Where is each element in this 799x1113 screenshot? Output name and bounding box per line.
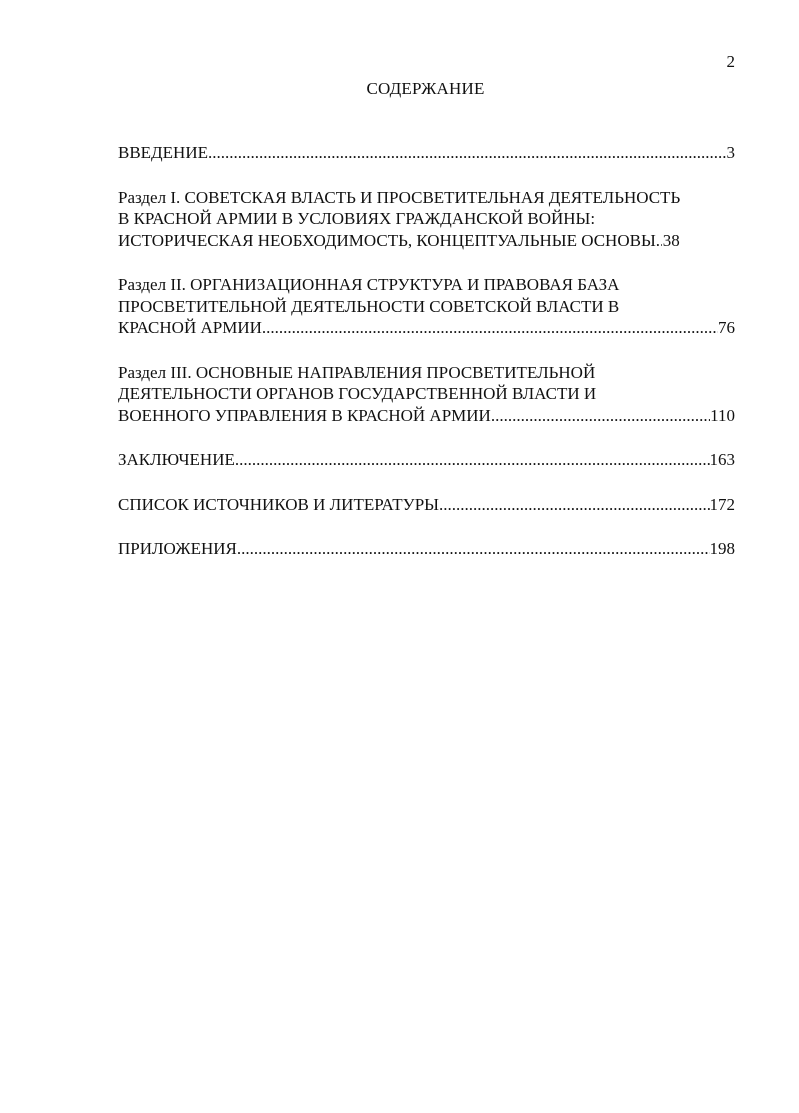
toc-entry-introduction[interactable] bbox=[118, 142, 735, 164]
dot-leader bbox=[491, 405, 710, 427]
toc-entry-title-line: КРАСНОЙ АРМИИ bbox=[118, 318, 262, 337]
toc-entry-page: 198 bbox=[709, 539, 735, 558]
toc-entry-page: 3 bbox=[726, 143, 735, 162]
toc-entry-title: ЗАКЛЮЧЕНИЕ bbox=[118, 450, 235, 469]
toc-entry-title-line: Раздел I. СОВЕТСКАЯ ВЛАСТЬ И ПРОСВЕТИТЕЛЬНАЯ ДЕЯТЕЛЬНОСТЬ bbox=[118, 187, 681, 207]
toc-entry-title: СПИСОК ИСТОЧНИКОВ И ЛИТЕРАТУРЫ bbox=[118, 494, 439, 514]
dot-leader bbox=[237, 538, 710, 560]
toc-entry-page: 172 bbox=[709, 494, 735, 514]
toc-entry-title-line: Раздел III. ОСНОВНЫЕ НАПРАВЛЕНИЯ ПРОСВЕТИТЕЛЬНОЙ bbox=[118, 362, 596, 382]
table-of-contents bbox=[118, 142, 735, 560]
toc-entry-bibliography[interactable] bbox=[118, 494, 735, 516]
dot-leader bbox=[208, 142, 727, 164]
toc-entry-title-line: В КРАСНОЙ АРМИИ В УСЛОВИЯХ ГРАЖДАНСКОЙ ВОЙНЫ: bbox=[118, 209, 596, 228]
toc-entry-conclusion[interactable] bbox=[118, 449, 735, 471]
toc-entry-section-1[interactable] bbox=[118, 187, 735, 252]
toc-entry-title-line: ИСТОРИЧЕСКАЯ НЕОБХОДИМОСТЬ, КОНЦЕПТУАЛЬНЫЕ ОСНОВЫ bbox=[118, 230, 656, 250]
toc-entry-section-3[interactable] bbox=[118, 362, 735, 427]
toc-title: СОДЕРЖАНИЕ bbox=[366, 79, 485, 98]
toc-entry-page: 110 bbox=[710, 405, 735, 425]
toc-entry-title-line: ПРОСВЕТИТЕЛЬНОЙ ДЕЯТЕЛЬНОСТИ СОВЕТСКОЙ ВЛАСТИ В bbox=[118, 296, 620, 316]
toc-entry-page: 38 bbox=[662, 230, 680, 250]
toc-entry-page: 76 bbox=[718, 318, 735, 337]
page-number: 2 bbox=[726, 52, 735, 71]
toc-entry-title-line: ДЕЯТЕЛЬНОСТИ ОРГАНОВ ГОСУДАРСТВЕННОЙ ВЛАСТИ И bbox=[118, 384, 597, 403]
dot-leader bbox=[262, 317, 718, 339]
toc-entry-appendices[interactable] bbox=[118, 538, 735, 560]
toc-entry-title: ВВЕДЕНИЕ bbox=[118, 143, 208, 162]
dot-leader bbox=[439, 494, 710, 516]
toc-entry-page: 163 bbox=[709, 450, 735, 469]
toc-entry-title: ПРИЛОЖЕНИЯ bbox=[118, 539, 237, 558]
dot-leader bbox=[235, 449, 710, 471]
toc-entry-section-2[interactable] bbox=[118, 274, 735, 339]
toc-entry-title-line: Раздел II. ОРГАНИЗАЦИОННАЯ СТРУКТУРА И ПРАВОВАЯ БАЗА bbox=[118, 275, 620, 294]
toc-entry-title-line: ВОЕННОГО УПРАВЛЕНИЯ В КРАСНОЙ АРМИИ bbox=[118, 405, 491, 425]
